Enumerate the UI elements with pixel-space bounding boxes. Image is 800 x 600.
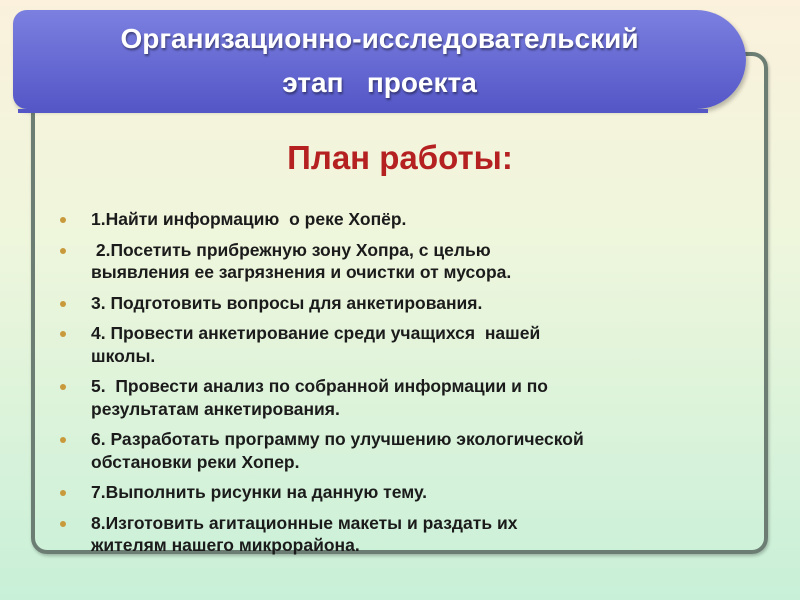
list-item — [60, 292, 740, 315]
bullet-icon — [60, 248, 66, 254]
bullet-icon — [60, 384, 66, 390]
list-item-text: 1.Найти информацию о реке Хопёр. — [91, 209, 407, 229]
title-line-2: этап проекта — [282, 67, 477, 98]
list-item — [60, 208, 740, 231]
list-item-text: 2.Посетить прибрежную зону Хопра, с целью выявления ее загрязнения и очистки от мусора. — [91, 239, 512, 282]
bullet-icon — [60, 521, 66, 527]
bullet-icon — [60, 217, 66, 223]
list-item-text: 5. Провести анализ по собранной информации и по результатам анкетирования. — [91, 376, 548, 419]
list-item-text: 4. Провести анкетирование среди учащихся нашей школы. — [91, 323, 541, 366]
bullet-icon — [60, 437, 66, 443]
list-item — [60, 512, 740, 557]
list-item-text: 8.Изготовить агитационные макеты и раздать их жителям нашего микрорайона. — [91, 512, 518, 555]
list-item — [60, 428, 740, 473]
list-item-text: 6. Разработать программу по улучшению экологической обстановки реки Хопер. — [91, 429, 584, 472]
work-plan-list — [60, 208, 740, 565]
list-item-text: 7.Выполнить рисунки на данную тему. — [91, 482, 428, 502]
list-item — [60, 481, 740, 504]
bullet-icon — [60, 490, 66, 496]
bullet-icon — [60, 301, 66, 307]
slide-title — [13, 17, 746, 105]
list-item — [60, 322, 740, 367]
bullet-icon — [60, 331, 66, 337]
list-item-text: 3. Подготовить вопросы для анкетирования. — [91, 292, 483, 313]
list-item — [60, 239, 740, 284]
slide-subtitle: План работы: — [287, 139, 513, 176]
title-line-1: Организационно-исследовательский — [120, 23, 639, 54]
title-underline — [18, 109, 708, 113]
list-item — [60, 375, 740, 420]
